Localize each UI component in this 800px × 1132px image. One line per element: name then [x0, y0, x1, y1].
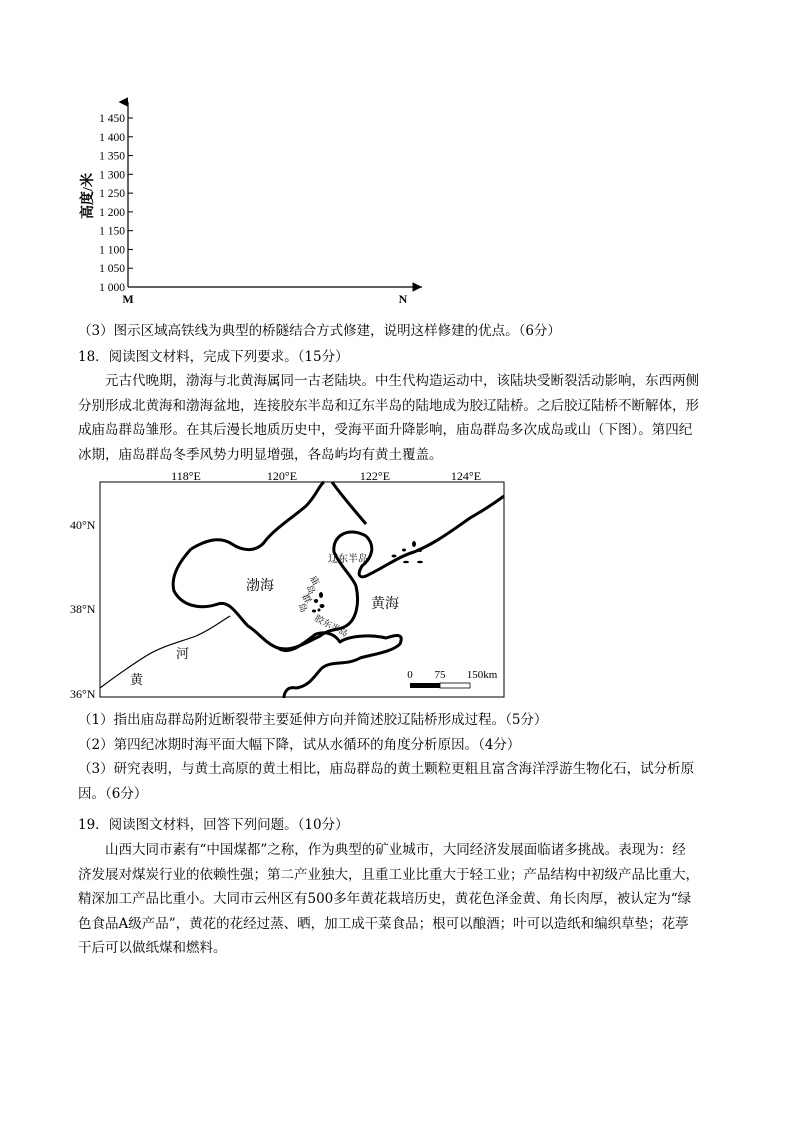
x-category-n: N [398, 292, 408, 306]
q18-question: （3）研究表明，与黄土高原的黄土相比，庙岛群岛的黄土颗粒更粗且富含海洋浮游生物化石，试分析原 [78, 761, 695, 777]
svg-text:庙: 庙 [308, 574, 322, 587]
q18-question: （1）指出庙岛群岛附近断裂带主要延伸方向并简述胶辽陆桥形成过程。（5分） [78, 712, 548, 728]
y-tick-label: 1 000 [99, 282, 125, 294]
svg-text:岛: 岛 [296, 601, 310, 614]
q19-material-line: 济发展对煤炭行业的依赖性强；第二产业独大，且重工业比重大于轻工业；产品结构中初级产品比重大， [78, 866, 699, 883]
lat-label: 40°N [70, 518, 96, 532]
y-tick-label: 1 100 [99, 244, 125, 257]
bohai-region-map [70, 466, 510, 702]
map-frame [100, 482, 504, 697]
q18-material [78, 369, 761, 467]
q18-question: （2）第四纪冰期时海平面大幅下降，试从水循环的角度分析原因。（4分） [78, 736, 521, 753]
q19-material-line: 色食品A级产品”，黄花的花经过蒸、晒，加工成干菜食品；根可以酿酒；叶可以造纸和编织草垫；花葶 [78, 915, 689, 932]
y-tick-label: 1 050 [99, 263, 125, 276]
svg-text:群: 群 [300, 592, 314, 605]
svg-text:75: 75 [434, 669, 446, 681]
q18-material-line: 冰期，庙岛群岛冬季风势力明显增强，各岛屿均有黄土覆盖。 [78, 446, 443, 463]
lon-label: 124°E [450, 469, 482, 483]
yellow-river [100, 616, 230, 688]
q18-heading: 18．阅读图文材料，完成下列要求。（15分） [78, 349, 349, 365]
q19-heading: 19．阅读图文材料，回答下列问题。（10分） [78, 817, 349, 833]
svg-text:0: 0 [407, 669, 413, 681]
label-liaodong: 辽东半岛 [328, 554, 368, 565]
q18-material-line: 元古代晚期，渤海与北黄海属同一古老陆块。中生代构造运动中，该陆块受断裂活动影响，东西两侧 [105, 373, 699, 389]
label-huang: 黄 [130, 672, 144, 687]
lon-label: 118°E [171, 469, 201, 483]
q17-part3: （3）图示区域高铁线为典型的桥隧结合方式修建，说明这样修建的优点。（6分） [78, 323, 561, 339]
label-miaodao [296, 574, 322, 614]
label-jiaodong: 胶东半岛 [313, 612, 350, 639]
q19-material-line: 山西大同市素有“中国煤都”之称，作为典型的矿业城市，大同经济发展面临诸多挑战。表现为：经 [105, 842, 686, 858]
lat-label: 36°N [70, 687, 96, 701]
x-category-m: M [122, 292, 134, 306]
label-bohai: 渤海 [246, 579, 274, 594]
coastline-jiaodong [278, 633, 401, 698]
y-tick-label: 1 150 [99, 225, 125, 238]
elevation-profile-chart [70, 96, 430, 306]
lon-label: 120°E [266, 469, 298, 483]
y-tick-label: 1 400 [99, 131, 125, 144]
label-he: 河 [176, 646, 190, 661]
y-tick-label: 1 300 [99, 169, 125, 182]
svg-text:150km: 150km [466, 669, 498, 681]
y-tick-label: 1 350 [99, 150, 125, 163]
y-tick-label: 1 200 [99, 206, 125, 219]
y-tick-label: 1 450 [99, 113, 125, 125]
lon-label: 122°E [359, 469, 391, 483]
q19-material [78, 838, 761, 961]
q18-question: 因。（6分） [78, 785, 148, 802]
q19-material-line: 精深加工产品比重小。大同市云州区有500多年黄花栽培历史，黄花色泽金黄、角长肉厚，被认定为“绿 [78, 891, 692, 907]
y-axis-label: 高度/米 [81, 173, 96, 219]
svg-text:岛: 岛 [304, 583, 318, 596]
q18-questions [78, 708, 761, 806]
lat-label: 38°N [70, 602, 96, 616]
q18-material-line: 成庙岛群岛雏形。在其后漫长地质历史中，受海平面升降影响，庙岛群岛多次成岛或山（下图）。第四纪 [78, 422, 693, 438]
q18-material-line: 分别形成北黄海和渤海盆地，连接胶东半岛和辽东半岛的陆地成为胶辽陆桥。之后胶辽陆桥不断解体，形 [78, 397, 699, 414]
scale-bar [407, 669, 497, 688]
q19-material-line: 干后可以做纸煤和燃料。 [78, 940, 227, 956]
y-tick-label: 1 250 [99, 188, 125, 201]
miaodao-islands [312, 592, 325, 613]
label-huanghai: 黄海 [371, 597, 399, 612]
